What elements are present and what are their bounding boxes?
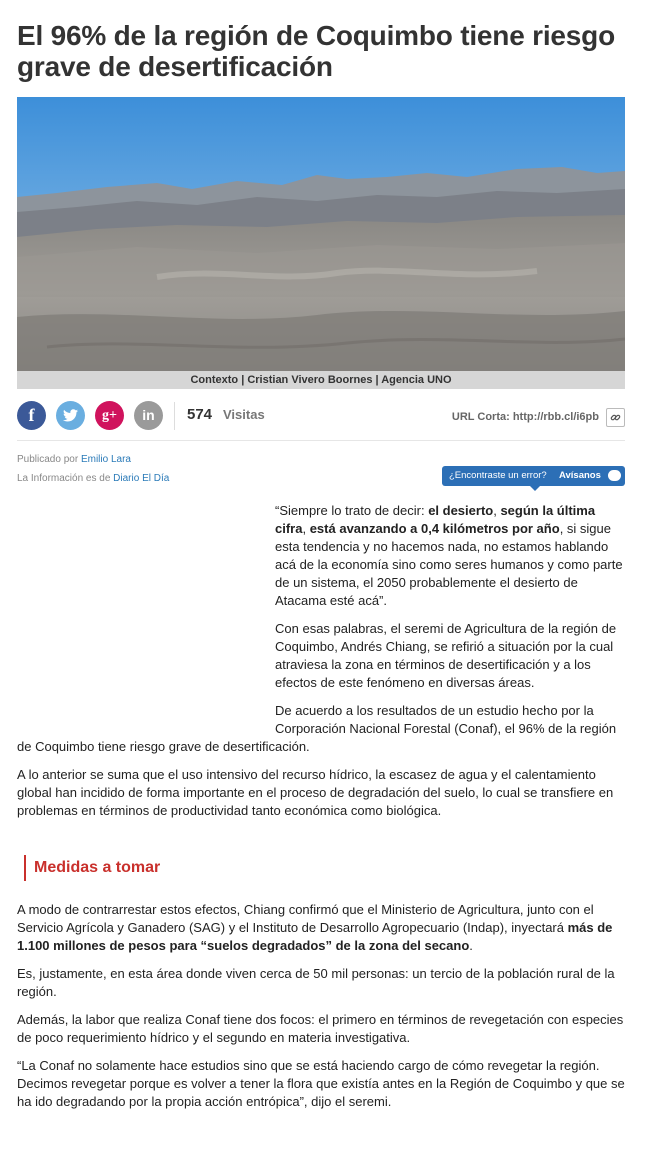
source-info (17, 473, 169, 484)
author-link[interactable]: Emilio Lara (80, 454, 131, 465)
paragraph: De acuerdo a los resultados de un estudio hecho por la Corporación Nacional Forestal (Conaf), el 96% de la región de Coquimbo tiene riesgo grave de desertificación. (17, 703, 617, 754)
paragraph: Además, la labor que realiza Conaf tiene dos focos: el primero en términos de revegetación con especies de poco requerimiento hídrico y el segundo en materia investigativa. (17, 1012, 624, 1045)
published-prefix: Publicado por (17, 454, 79, 465)
facebook-icon[interactable]: f (17, 401, 46, 430)
paragraph: Es, justamente, en esta área donde viven cerca de 50 mil personas: un tercio de la población rural de la región. (17, 966, 615, 999)
article-body (17, 502, 625, 830)
article-hero-image[interactable] (17, 97, 625, 389)
ad-placeholder (17, 502, 275, 738)
paragraph: Con esas palabras, el seremi de Agricultura de la región de Coquimbo, Andrés Chiang, se refirió a situación por la cual atraviesa la zona en términos de desertificación y a los efectos de este fenómeno en diversas áreas. (275, 621, 617, 690)
twitter-icon[interactable] (56, 401, 85, 430)
short-url[interactable]: URL Corta: http://rbb.cl/i6pb (451, 411, 599, 423)
link-icon[interactable] (606, 408, 625, 427)
section-heading: Medidas a tomar (24, 855, 160, 881)
chat-bubble-icon (608, 470, 621, 481)
source-prefix: La Información es de (17, 473, 111, 484)
image-caption: Contexto | Cristian Vivero Boornes | Agencia UNO (17, 371, 625, 389)
tooltip-arrow (530, 486, 540, 491)
error-action: Avísanos (559, 470, 601, 481)
paragraph: “La Conaf no solamente hace estudios sino que se está haciendo cargo de cómo revegetar la región. Decimos revegetar porque es volver a tener la flora que existía antes en la Región de Coquimbo y que se ha ido degradando por la propia acción entrópica”, dijo el seremi. (17, 1058, 625, 1109)
linkedin-icon[interactable]: in (134, 401, 163, 430)
google-plus-icon[interactable]: g+ (95, 401, 124, 430)
report-error-button[interactable] (442, 466, 625, 486)
visits-label: Visitas (223, 407, 265, 422)
article-body-continued (17, 901, 625, 1121)
visits-count: 574 (187, 406, 213, 423)
article-title: El 96% de la región de Coquimbo tiene riesgo grave de desertificación (17, 20, 615, 82)
published-by (17, 454, 131, 465)
share-bar (17, 400, 625, 432)
paragraph: “Siempre lo trato de decir: el desierto, según la última cifra, está avanzando a 0,4 kilómetros por año, si sigue esta tendencia y no hacemos nada, no estamos hablando acá de la economía sino como seres humanos y como parte de un sistema, el 2050 probablemente el desierto de Atacama esté acá”. (275, 503, 623, 608)
source-link[interactable]: Diario El Día (113, 473, 170, 484)
paragraph: A lo anterior se suma que el uso intensivo del recurso hídrico, la escasez de agua y el calentamiento global han incidido de forma importante en el proceso de degradación del suelo, lo cual se transfiere en problemas en términos de productividad tanto económica como biológica. (17, 767, 614, 818)
divider (17, 440, 625, 441)
divider (174, 402, 175, 430)
error-question: ¿Encontraste un error? (449, 470, 547, 481)
paragraph: A modo de contrarrestar estos efectos, Chiang confirmó que el Ministerio de Agricultura, junto con el Servicio Agrícola y Ganadero (SAG) y el Instituto de Desarrollo Agropecuario (Indap), inyectará más de 1.100 millones de pesos para “suelos degradados” de la zona del secano. (17, 902, 613, 953)
